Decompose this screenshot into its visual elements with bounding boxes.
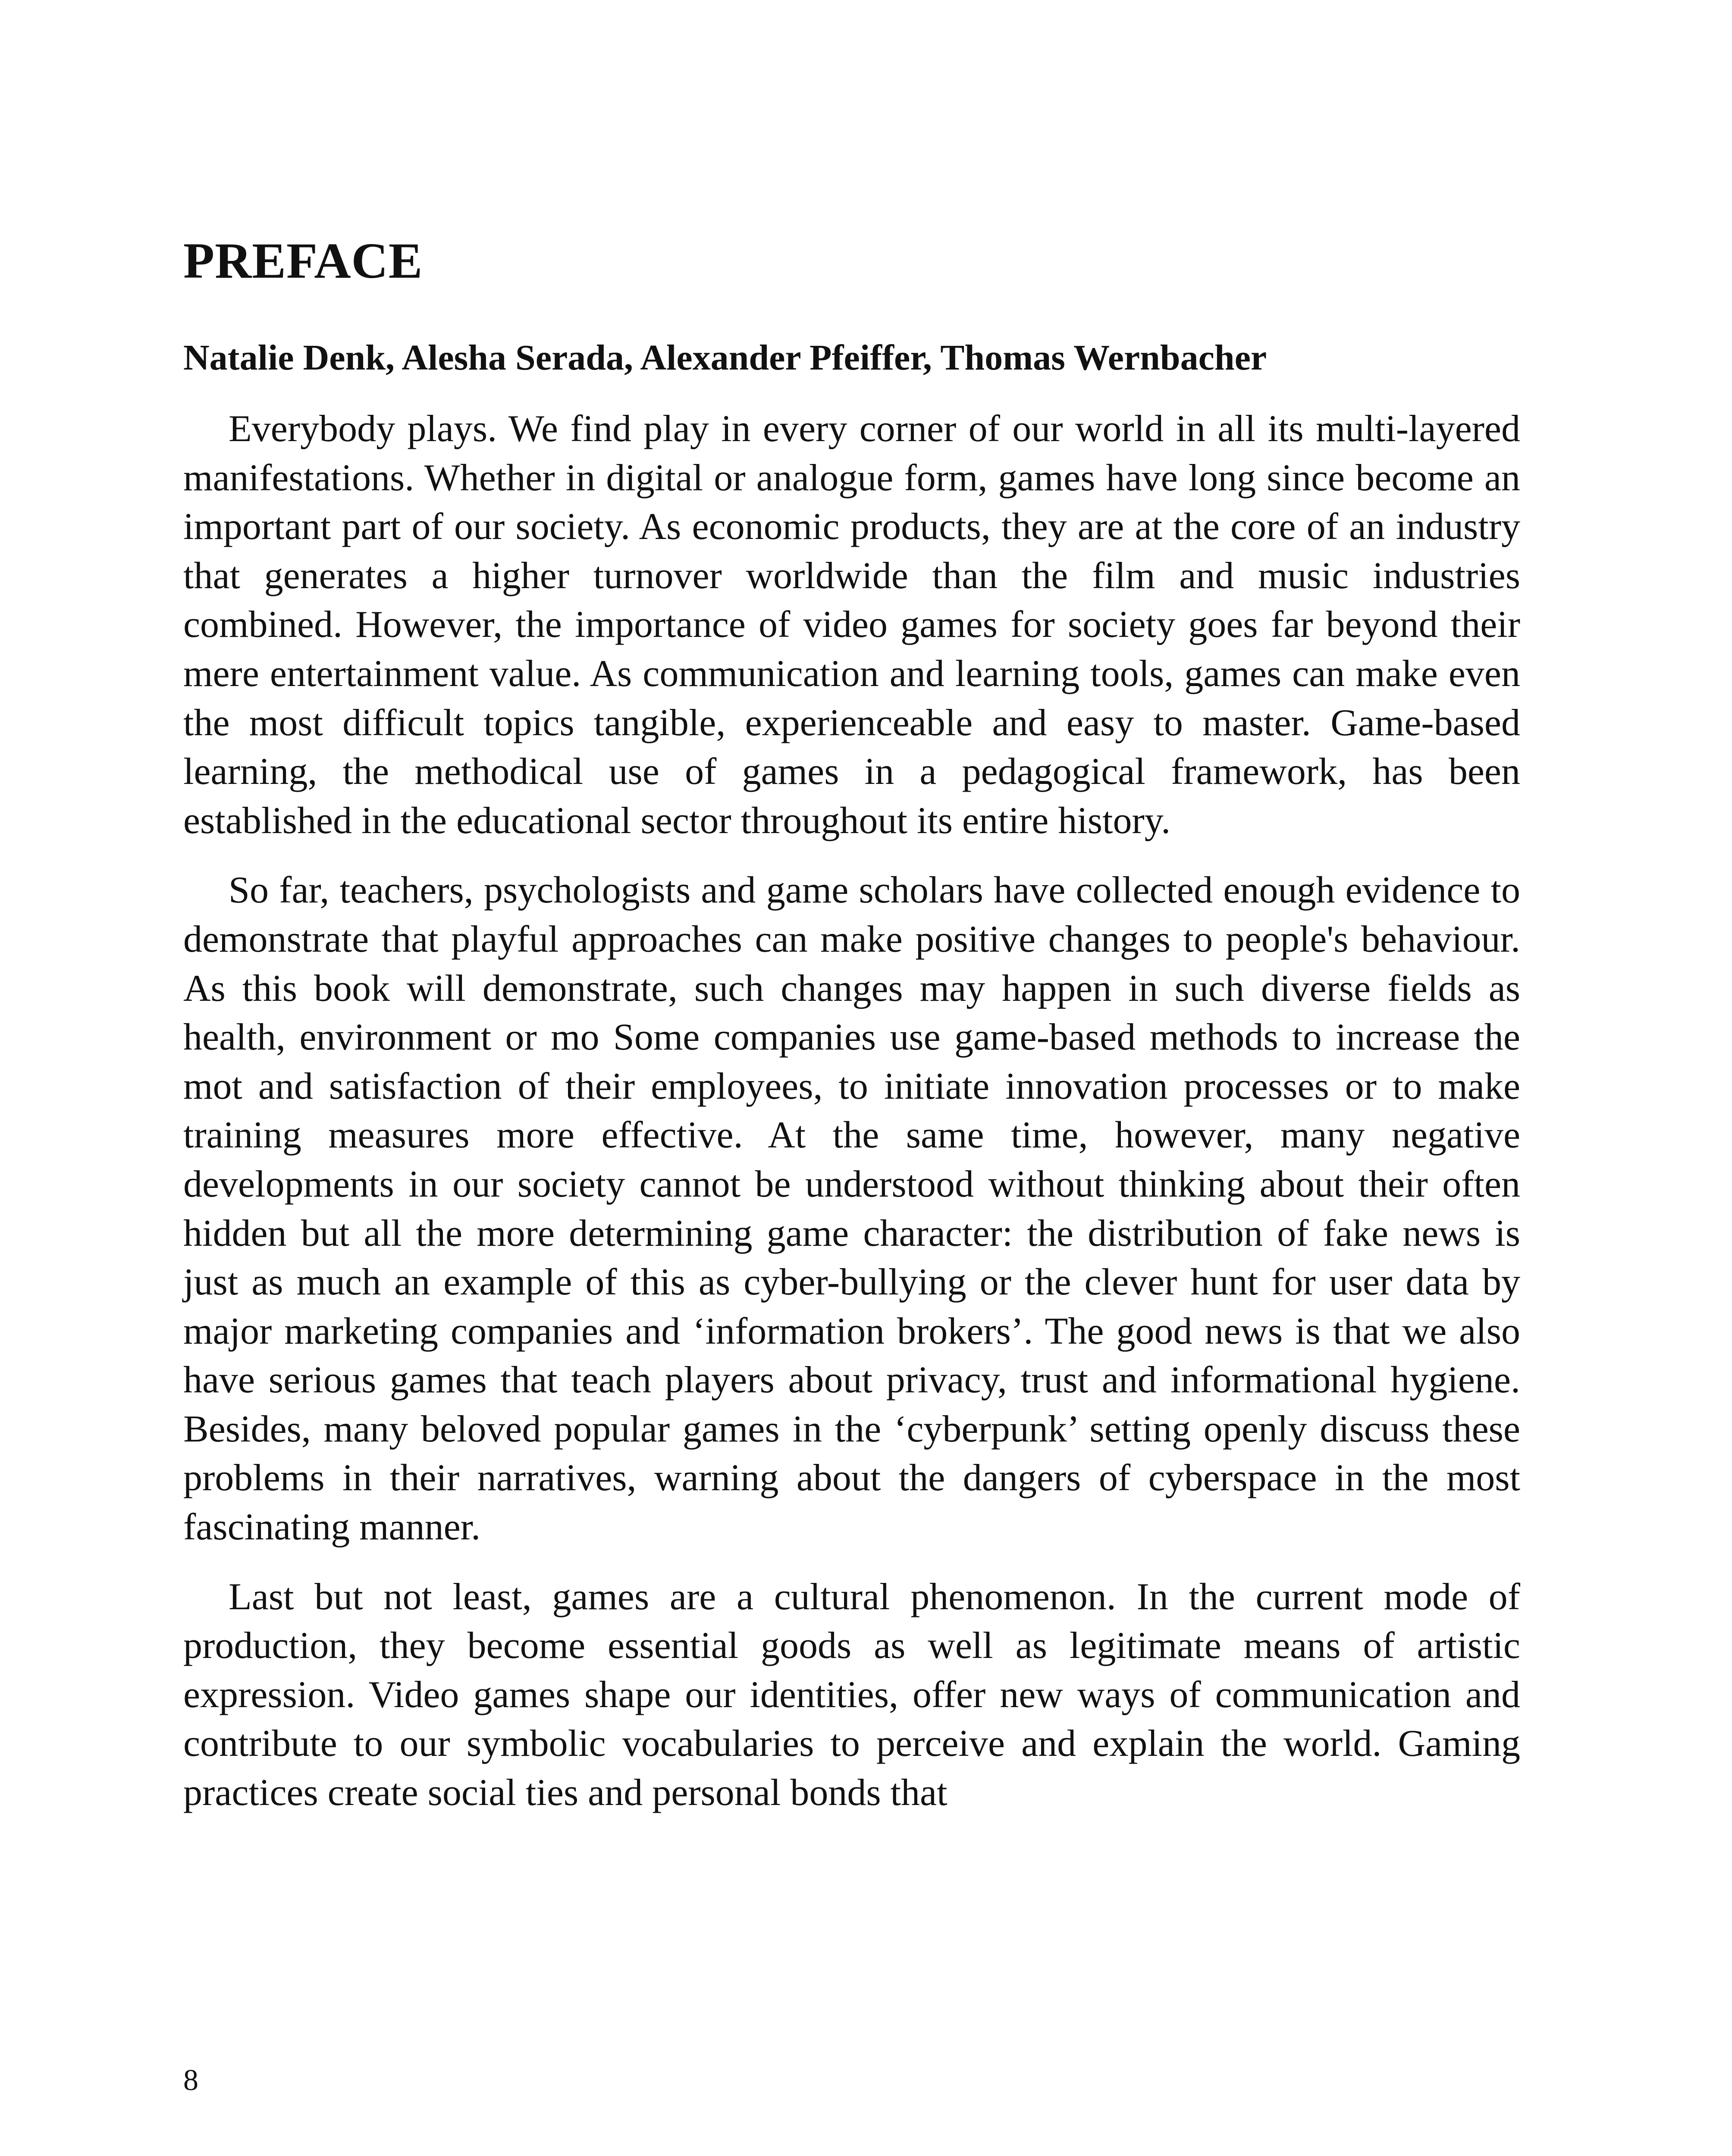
paragraph-1: Everybody plays. We find play in every corner of our world in all its multi-layered manifestations. Whether in digital or analogue form, games have long since become an important part of our society. As economic products, they are at the core of an industry that generates a higher turnover worldwide than the film and music industries combined. However, the importance of video games for society goes far beyond their mere entertainment value. As communication and learning tools, games can make even the most difficult topics tangible, experienceable and easy to master. Game-based learning, the methodical use of games in a pedagogical framework, has been established in the educational sector throughout its entire history.: [183, 408, 1520, 842]
body-text: [183, 404, 1520, 1838]
page-number: 8: [183, 2064, 198, 2097]
paragraph-2: So far, teachers, psychologists and game scholars have collected enough evidence to demonstrate that playful approaches can make positive changes to people's behaviour. As this book will demonstrate, such changes may happen in such diverse fields as health, environment or mo Some companies use game-based methods to increase the mot and satisfaction of their employees, to initiate innovation processes or to make training measures more effective. At the same time, however, many negative developments in our society cannot be understood without thinking about their often hidden but all the more determining game character: the distribution of fake news is just as much an example of this as cyber-bullying or the clever hunt for user data by major marketing companies and ‘information brokers’. The good news is that we also have serious games that teach players about privacy, trust and informational hygiene. Besides, many beloved popular games in the ‘cyberpunk’ setting openly discuss these problems in their narratives, warning about the dangers of cyberspace in the most fascinating manner.: [183, 869, 1520, 1548]
author-line: Natalie Denk, Alesha Serada, Alexander Pfeiffer, Thomas Wernbacher: [183, 338, 1267, 378]
chapter-heading: PREFACE: [183, 232, 423, 289]
paragraph-3: Last but not least, games are a cultural phenomenon. In the current mode of production, they become essential goods as well as legitimate means of artistic expression. Video games shape our identities, offer new ways of communication and contribute to our symbolic vocabularies to perceive and explain the world. Gaming practices create social ties and personal bonds that: [183, 1576, 1520, 1814]
